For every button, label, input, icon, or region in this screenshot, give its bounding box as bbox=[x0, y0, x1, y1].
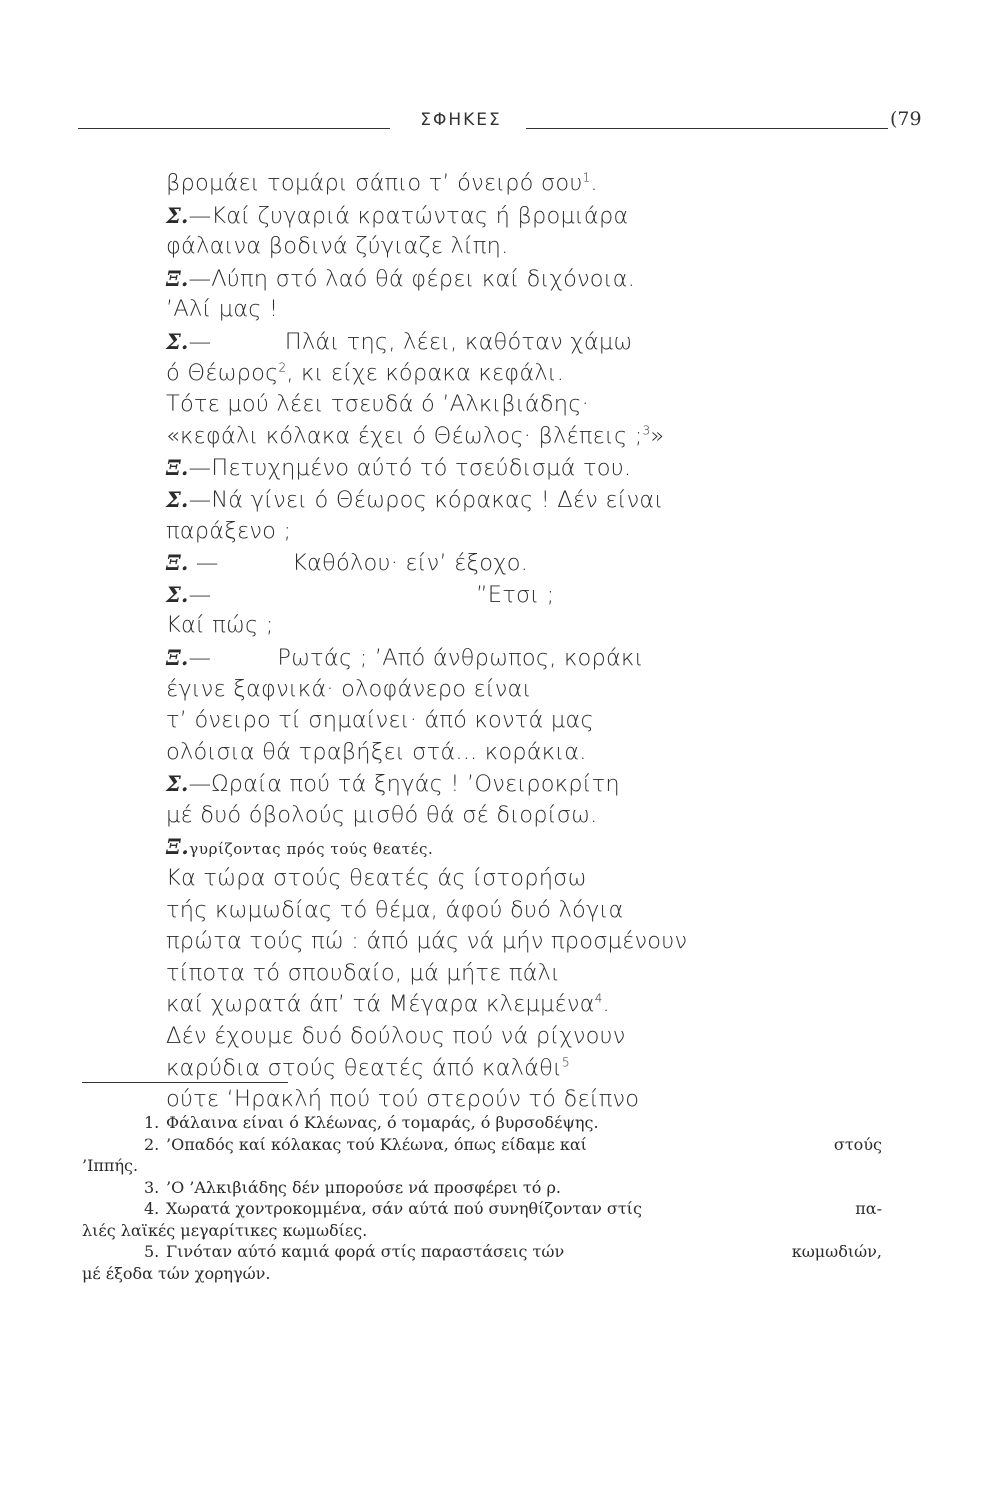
footnote bbox=[82, 1134, 882, 1156]
verse-line-text: Κα τώρα στούς θεατές άς ίστορήσω bbox=[166, 865, 587, 892]
verse-line bbox=[166, 168, 906, 200]
verse-line bbox=[166, 958, 906, 990]
verse-line bbox=[166, 231, 906, 263]
page-number: (79 bbox=[890, 108, 922, 130]
verse-line-text: — ”Ετσι ; bbox=[188, 581, 555, 608]
footnote-marker: 3 bbox=[642, 423, 651, 438]
verse-line bbox=[166, 895, 906, 927]
running-title: ΣΦΗΚΕΣ bbox=[420, 110, 502, 130]
verse-line bbox=[166, 831, 906, 863]
footnote bbox=[82, 1177, 882, 1199]
footnote bbox=[82, 1112, 882, 1134]
footnote-number: 3. bbox=[144, 1177, 160, 1197]
verse-line-text: —Νά γίνει ό Θέωρος κόρακας ! Δέν είναι bbox=[188, 486, 664, 513]
verse-line bbox=[166, 547, 906, 579]
speaker-label: Σ. bbox=[166, 202, 189, 228]
verse-line-text: «κεφάλι κόλακα έχει ό Θέωλος· βλέπεις ; bbox=[166, 422, 643, 449]
verse-line bbox=[166, 800, 906, 832]
verse-line bbox=[166, 579, 906, 611]
verse-line-text: — Πλάι της, λέει, καθόταν χάμω bbox=[188, 328, 633, 355]
footnote-marker: 4 bbox=[594, 991, 603, 1006]
speaker-label: Σ. bbox=[166, 328, 189, 354]
verse-line bbox=[166, 863, 906, 895]
verse-line-text: φάλαινα βοδινά ζύγιαζε λίπη. bbox=[166, 233, 509, 260]
speaker-label: Σ. bbox=[166, 771, 189, 797]
verse-line bbox=[166, 294, 906, 326]
verse-line bbox=[166, 610, 906, 642]
verse-line bbox=[166, 484, 906, 516]
footnote-number: 5. bbox=[144, 1242, 160, 1261]
verse-line bbox=[166, 768, 906, 800]
verse-line bbox=[166, 926, 906, 958]
verse-line-text: —Καί ζυγαριά κρατώντας ή βρομιάρα bbox=[188, 202, 629, 229]
verse-line bbox=[166, 452, 906, 484]
verse-line-text: —Λύπη στό λαό θά φέρει καί διχόνοια. bbox=[188, 265, 636, 292]
verse-line-text: Καί πώς ; bbox=[166, 612, 274, 639]
header-rule-left bbox=[78, 128, 390, 129]
verse-line-text: μέ δυό όβολούς μισθό θά σέ διορίσω. bbox=[166, 801, 598, 828]
footnote bbox=[82, 1198, 882, 1220]
verse-line-text: βρομάει τομάρι σάπιο τ’ όνειρό σου bbox=[166, 170, 583, 196]
footnote-text: λιές λαϊκές μεγαρίτικες κωμωδίες. bbox=[82, 1220, 368, 1240]
verse-line-text: γυρίζοντας πρός τούς θεατές. bbox=[189, 840, 434, 859]
verse-line-text: καρύδια στούς θεατές άπό καλάθι bbox=[166, 1054, 563, 1081]
footnote bbox=[82, 1241, 882, 1263]
footnote-number: 4. bbox=[144, 1199, 160, 1218]
verse-line-text: —Ωραία πού τά ξηγάς ! ’Ονειροκρίτη bbox=[188, 771, 620, 798]
verse-line-text: τής κωμωδίας τό θέμα, άφού δυό λόγια bbox=[166, 896, 624, 923]
footnote-text: Χωρατά χοντροκομμένα, σάν αύτά πού συνηθίζονταν στίς bbox=[166, 1199, 642, 1218]
speaker-label: Ξ. bbox=[166, 834, 190, 860]
verse-line-text: ούτε ‘Ηρακλή πού τού στερούν τό δείπνο bbox=[166, 1086, 640, 1113]
verse-line bbox=[166, 263, 906, 295]
footnote-marker: 1 bbox=[582, 170, 591, 185]
footnote-text-end: κωμωδιών, bbox=[791, 1242, 882, 1261]
verse-line-text: τ’ όνειρο τί σημαίνει· άπό κοντά μας bbox=[166, 707, 594, 734]
verse-line bbox=[166, 421, 906, 453]
verse-line-tail: . bbox=[590, 170, 598, 196]
verse-line-text: ολόισια θά τραβήξει στά... κοράκια. bbox=[166, 738, 587, 765]
footnote bbox=[82, 1220, 882, 1242]
footnote-text-end: πα- bbox=[855, 1199, 882, 1218]
verse-line bbox=[166, 326, 906, 358]
verse-line-tail: » bbox=[650, 422, 665, 449]
footnote-number: 1. bbox=[144, 1113, 160, 1132]
verse-line-tail: . bbox=[602, 991, 610, 1018]
speaker-label: Ξ. bbox=[166, 455, 189, 481]
footnote-marker: 5 bbox=[562, 1055, 570, 1070]
header-rule-right bbox=[526, 128, 888, 129]
footnote-text: μέ έξοδα τών χορηγών. bbox=[82, 1263, 271, 1283]
footnotes bbox=[82, 1112, 882, 1284]
footnote bbox=[82, 1263, 882, 1285]
verse-line bbox=[166, 1053, 906, 1085]
footnote-text: Φάλαινα είναι ό Κλέωνας, ό τομαράς, ό βυρσοδέψης. bbox=[166, 1113, 599, 1132]
verse-line bbox=[166, 674, 906, 706]
verse-line bbox=[166, 389, 906, 421]
verse-line bbox=[166, 737, 906, 769]
verse-line bbox=[166, 358, 906, 390]
verse-line-text: —Πετυχημένο αύτό τό τσεύδισμά του. bbox=[188, 455, 632, 482]
verse-line bbox=[166, 705, 906, 737]
footnote-text: ’Ο ’Αλκιβιάδης δέν μπορούσε νά προσφέρει τό ρ. bbox=[166, 1177, 561, 1197]
speaker-label: Σ. bbox=[166, 486, 189, 512]
verse-line-text: Δέν έχουμε δυό δούλους πού νά ρίχνουν bbox=[166, 1023, 626, 1050]
speaker-label: Σ. bbox=[166, 581, 189, 607]
verse-line-text: ’Αλί μας ! bbox=[166, 296, 279, 323]
footnote-marker: 2 bbox=[278, 360, 287, 375]
verse-line bbox=[166, 989, 906, 1021]
verse-line-tail: , κι είχε κόρακα κεφάλι. bbox=[286, 359, 565, 386]
verse-line bbox=[166, 1021, 906, 1053]
verse-line bbox=[166, 642, 906, 674]
verse-text bbox=[166, 168, 906, 1116]
footnote-text: ’Ιππής. bbox=[82, 1156, 139, 1175]
footnote bbox=[82, 1155, 882, 1177]
verse-line-text: παράξενο ; bbox=[166, 517, 292, 544]
speaker-label: Ξ. bbox=[166, 550, 189, 576]
verse-line-text: ό Θέωρος bbox=[166, 359, 279, 386]
verse-line-text: Τότε μού λέει τσευδά ό ’Αλκιβιάδης· bbox=[166, 391, 589, 418]
footnote-number: 2. bbox=[144, 1134, 160, 1154]
verse-line bbox=[166, 516, 906, 548]
verse-line bbox=[166, 200, 906, 232]
speaker-label: Ξ. bbox=[166, 644, 189, 670]
verse-line-text: — Καθόλου· είν’ έξοχο. bbox=[188, 550, 529, 577]
verse-line-text: πρώτα τούς πώ : άπό μάς νά μήν προσμένουν bbox=[166, 928, 688, 955]
verse-line-text: — Ρωτάς ; ’Από άνθρωπος, κοράκι bbox=[188, 644, 644, 671]
footnote-rule bbox=[82, 1082, 288, 1083]
running-header bbox=[78, 96, 958, 136]
verse-line-text: έγινε ξαφνικά· ολοφάνερο είναι bbox=[166, 675, 532, 702]
footnote-text: Γινόταν αύτό καμιά φορά στίς παραστάσεις τών bbox=[166, 1242, 565, 1261]
footnote-text: ’Οπαδός καί κόλακας τού Κλέωνα, όπως είδαμε καί bbox=[166, 1134, 587, 1154]
verse-line-text: καί χωρατά άπ’ τά Μέγαρα κλεμμένα bbox=[166, 991, 595, 1018]
footnote-text-end: στούς bbox=[833, 1134, 882, 1154]
verse-line-text: τίποτα τό σπουδαίο, μά μήτε πάλι bbox=[166, 959, 561, 986]
speaker-label: Ξ. bbox=[166, 265, 189, 291]
